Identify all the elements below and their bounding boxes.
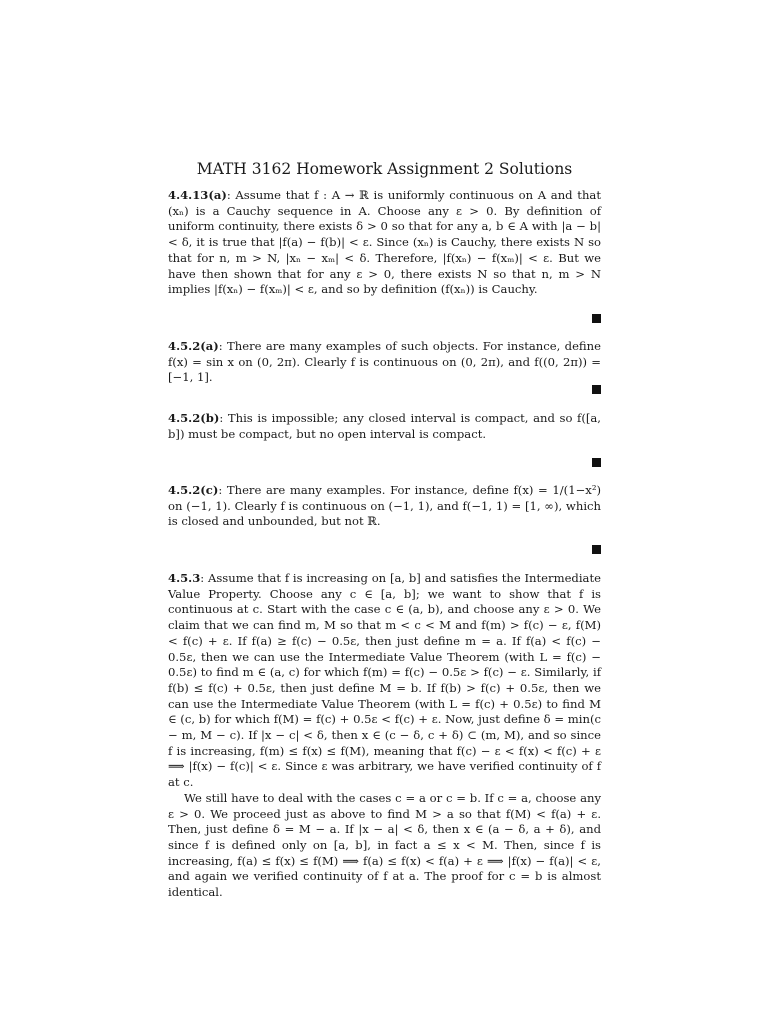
qed-symbol [592, 314, 601, 323]
solution-paragraph [168, 188, 601, 298]
solution-text: : There are many examples. For instance, define f(x) = 1/(1−x²) on (−1, 1). Clearly f is continuous on (−1, 1), and f(−1, 1) = [1, ∞), which is closed and unbounded, but not ℝ. [168, 483, 601, 529]
problem-label: 4.5.2(b) [168, 411, 220, 425]
problem-label: 4.4.13(a) [168, 188, 227, 202]
solution-4-5-2a [168, 339, 601, 386]
page-title: MATH 3162 Homework Assignment 2 Solutions [196, 160, 573, 178]
solution-paragraph [168, 411, 601, 442]
solution-paragraph [168, 339, 601, 386]
solution-paragraph [168, 483, 601, 530]
qed-symbol [592, 385, 601, 394]
problem-label: 4.5.2(c) [168, 483, 219, 497]
solution-text: : Assume that f : A → ℝ is uniformly continuous on A and that (xₙ) is a Cauchy sequence in A. Choose any ε > 0. By definition of uniform continuity, there exists δ > 0 so that for any a, b ∈ A with |a − b| < δ, it is true that |f(a) − f(b)| < ε. Since (xₙ) is Cauchy, there exists N so that for n, m > N, |xₙ − xₘ| < δ. Therefore, |f(xₙ) − f(xₘ)| < ε. But we have then shown that for any ε > 0, there exists N so that n, m > N implies |f(xₙ) − f(xₘ)| < ε, and so by definition (f(xₙ)) is Cauchy. [168, 188, 601, 297]
solution-text: : Assume that f is increasing on [a, b] and satisfies the Intermediate Value Property. Choose any c ∈ [a, b]; we want to show that f is continuous at c. Start with the case c ∈ (a, b), and choose any ε > 0. We claim that we can find m, M so that m < c < M and f(m) > f(c) − ε, f(M) < f(c) + ε. If f(a) ≥ f(c) − 0.5ε, then just define m = a. If f(a) < f(c) − 0.5ε, then we can use the Intermediate Value Theorem (with L = f(c) − 0.5ε) to find m ∈ (a, c) for which f(m) = f(c) − 0.5ε > f(c) − ε. Similarly, if f(b) ≤ f(c) + 0.5ε, then just define M = b. If f(b) > f(c) + 0.5ε, then we can use the Intermediate Value Theorem (with L = f(c) + 0.5ε) to find M ∈ (c, b) for which f(M) = f(c) + 0.5ε < f(c) + ε. Now, just define δ = min(c − m, M − c). If |x − c| < δ, then x ∈ (c − δ, c + δ) ⊂ (m, M), and so since f is increasing, f(m) ≤ f(x) ≤ f(M), meaning that f(c) − ε < f(x) < f(c) + ε ⟹ |f(x) − f(c)| < ε. Since ε was arbitrary, we have verified continuity of f at c. [168, 571, 601, 790]
solution-text: : There are many examples of such objects. For instance, define f(x) = sin x on (0, 2π). Clearly f is continuous on (0, 2π), and f((0, 2π)) = [−1, 1]. [168, 339, 601, 385]
problem-label: 4.5.2(a) [168, 339, 219, 353]
solution-paragraph-continued: We still have to deal with the cases c = a or c = b. If c = a, choose any ε > 0. We proceed just as above to find M > a so that f(M) < f(a) + ε. Then, just define δ = M − a. If |x − a| < δ, then x ∈ (a − δ, a + δ), and since f is defined only on [a, b], in fact a ≤ x < M. Then, since f is increasing, f(a) ≤ f(x) ≤ f(M) ⟹ f(a) ≤ f(x) < f(a) + ε ⟹ |f(x) − f(a)| < ε, and again we verified continuity of f at a. The proof for c = b is almost identical. [168, 790, 601, 900]
solution-4-5-2b [168, 411, 601, 442]
qed-symbol [592, 458, 601, 467]
solution-text: : This is impossible; any closed interval is compact, and so f([a, b]) must be compact, but no open interval is compact. [168, 411, 601, 441]
problem-label: 4.5.3 [168, 571, 201, 585]
solution-4-4-13a [168, 188, 601, 298]
qed-symbol [592, 545, 601, 554]
solution-4-5-3 [168, 571, 601, 901]
solution-paragraph [168, 571, 601, 791]
solution-4-5-2c [168, 483, 601, 530]
